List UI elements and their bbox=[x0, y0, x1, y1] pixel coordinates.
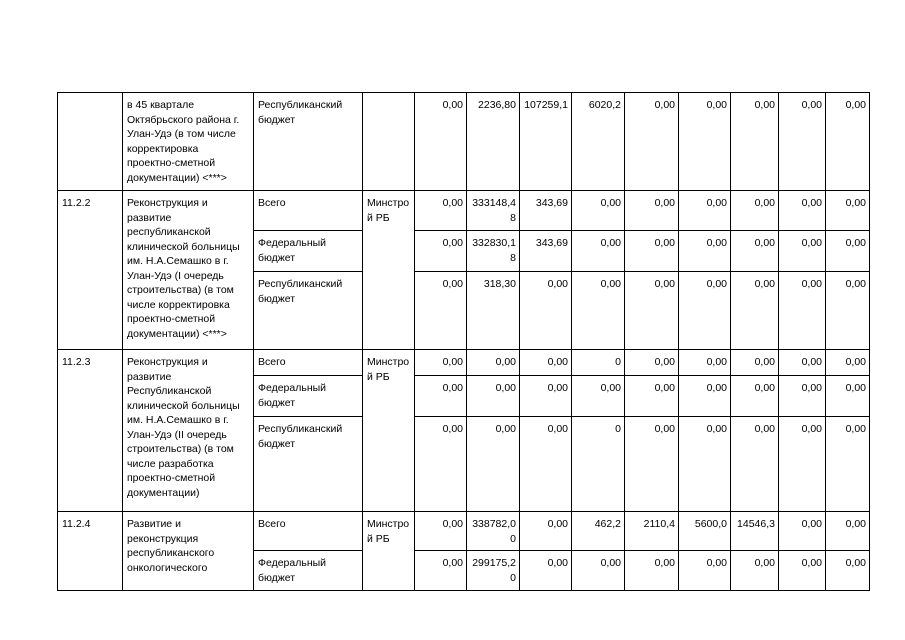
code-cell bbox=[58, 93, 123, 191]
table-row bbox=[58, 350, 870, 376]
value-cell: 0,00 bbox=[520, 350, 572, 376]
value-cell: 0,00 bbox=[625, 417, 679, 512]
value-cell: 0,00 bbox=[731, 231, 779, 272]
source-cell: Федеральный бюджет bbox=[254, 551, 363, 591]
value-cell: 0,00 bbox=[731, 417, 779, 512]
value-cell: 0,00 bbox=[779, 551, 826, 591]
value-cell: 2110,4 bbox=[625, 512, 679, 551]
value-cell: 0,00 bbox=[679, 93, 731, 191]
executor-cell: Минстрой РБ bbox=[363, 350, 415, 512]
value-cell: 0,00 bbox=[572, 231, 625, 272]
value-cell: 0,00 bbox=[467, 376, 520, 417]
value-cell: 299175,20 bbox=[467, 551, 520, 591]
table-row bbox=[58, 93, 870, 191]
value-cell: 0,00 bbox=[415, 417, 467, 512]
value-cell: 332830,18 bbox=[467, 231, 520, 272]
name-cell: Реконструкция и развитие республиканской клинической больницы им. Н.А.Семашко в г. Улан-Удэ (I очередь строительства) (в том числе корректировка проектно-сметной документации) <***> bbox=[123, 191, 254, 350]
value-cell: 343,69 bbox=[520, 231, 572, 272]
table-row bbox=[58, 191, 870, 231]
code-cell: 11.2.4 bbox=[58, 512, 123, 591]
value-cell: 0,00 bbox=[467, 417, 520, 512]
value-cell: 0,00 bbox=[679, 376, 731, 417]
executor-cell bbox=[363, 93, 415, 191]
value-cell: 0 bbox=[572, 350, 625, 376]
value-cell: 318,30 bbox=[467, 272, 520, 350]
source-cell: Федеральный бюджет bbox=[254, 231, 363, 272]
value-cell: 0,00 bbox=[826, 231, 870, 272]
value-cell: 0,00 bbox=[731, 551, 779, 591]
value-cell: 0,00 bbox=[415, 231, 467, 272]
table-body bbox=[58, 93, 870, 591]
name-cell: в 45 квартале Октябрьского района г. Улан-Удэ (в том числе корректировка проектно-сметной документации) <***> bbox=[123, 93, 254, 191]
value-cell: 0,00 bbox=[415, 191, 467, 231]
value-cell: 0,00 bbox=[779, 417, 826, 512]
code-cell: 11.2.2 bbox=[58, 191, 123, 350]
value-cell: 0,00 bbox=[415, 350, 467, 376]
value-cell: 0,00 bbox=[779, 93, 826, 191]
value-cell: 0,00 bbox=[572, 376, 625, 417]
source-cell: Республиканский бюджет bbox=[254, 272, 363, 350]
value-cell: 0,00 bbox=[520, 551, 572, 591]
source-cell: Федеральный бюджет bbox=[254, 376, 363, 417]
value-cell: 107259,1 bbox=[520, 93, 572, 191]
value-cell: 0,00 bbox=[415, 272, 467, 350]
executor-cell: Минстрой РБ bbox=[363, 512, 415, 591]
code-cell: 11.2.3 bbox=[58, 350, 123, 512]
value-cell: 0,00 bbox=[625, 231, 679, 272]
value-cell: 0,00 bbox=[679, 350, 731, 376]
value-cell: 14546,3 bbox=[731, 512, 779, 551]
source-cell: Всего bbox=[254, 350, 363, 376]
value-cell: 0,00 bbox=[779, 350, 826, 376]
value-cell: 0,00 bbox=[415, 93, 467, 191]
value-cell: 0,00 bbox=[520, 417, 572, 512]
value-cell: 462,2 bbox=[572, 512, 625, 551]
value-cell: 0,00 bbox=[826, 350, 870, 376]
table-row bbox=[58, 512, 870, 551]
value-cell: 0,00 bbox=[779, 376, 826, 417]
value-cell: 0,00 bbox=[415, 512, 467, 551]
value-cell: 0,00 bbox=[625, 272, 679, 350]
value-cell: 343,69 bbox=[520, 191, 572, 231]
value-cell: 0,00 bbox=[572, 272, 625, 350]
value-cell: 0 bbox=[572, 417, 625, 512]
value-cell: 0,00 bbox=[779, 512, 826, 551]
value-cell: 0,00 bbox=[826, 417, 870, 512]
value-cell: 0,00 bbox=[572, 551, 625, 591]
value-cell: 0,00 bbox=[520, 272, 572, 350]
value-cell: 0,00 bbox=[520, 376, 572, 417]
value-cell: 0,00 bbox=[572, 191, 625, 231]
source-cell: Всего bbox=[254, 512, 363, 551]
name-cell: Реконструкция и развитие Республиканской клинической больницы им. Н.А.Семашко в г. Улан-Удэ (II очередь строительства) (в том числе разработка проектно-сметной документации) bbox=[123, 350, 254, 512]
value-cell: 0,00 bbox=[826, 512, 870, 551]
value-cell: 0,00 bbox=[679, 417, 731, 512]
value-cell: 338782,00 bbox=[467, 512, 520, 551]
value-cell: 0,00 bbox=[625, 376, 679, 417]
source-cell: Республиканский бюджет bbox=[254, 417, 363, 512]
value-cell: 0,00 bbox=[625, 93, 679, 191]
name-cell: Развитие и реконструкция республиканского онкологического bbox=[123, 512, 254, 591]
source-cell: Всего bbox=[254, 191, 363, 231]
value-cell: 0,00 bbox=[826, 272, 870, 350]
value-cell: 0,00 bbox=[731, 376, 779, 417]
value-cell: 0,00 bbox=[520, 512, 572, 551]
value-cell: 0,00 bbox=[779, 191, 826, 231]
value-cell: 0,00 bbox=[625, 191, 679, 231]
value-cell: 0,00 bbox=[731, 350, 779, 376]
value-cell: 0,00 bbox=[826, 191, 870, 231]
value-cell: 5600,0 bbox=[679, 512, 731, 551]
value-cell: 0,00 bbox=[731, 93, 779, 191]
value-cell: 0,00 bbox=[467, 350, 520, 376]
value-cell: 0,00 bbox=[679, 551, 731, 591]
source-cell: Республиканский бюджет bbox=[254, 93, 363, 191]
value-cell: 0,00 bbox=[731, 191, 779, 231]
value-cell: 0,00 bbox=[415, 551, 467, 591]
value-cell: 0,00 bbox=[779, 231, 826, 272]
value-cell: 0,00 bbox=[679, 191, 731, 231]
budget-table bbox=[57, 92, 870, 591]
value-cell: 333148,48 bbox=[467, 191, 520, 231]
executor-cell: Минстрой РБ bbox=[363, 191, 415, 350]
value-cell: 6020,2 bbox=[572, 93, 625, 191]
value-cell: 0,00 bbox=[625, 551, 679, 591]
value-cell: 0,00 bbox=[679, 231, 731, 272]
value-cell: 0,00 bbox=[415, 376, 467, 417]
value-cell: 0,00 bbox=[625, 350, 679, 376]
value-cell: 0,00 bbox=[826, 551, 870, 591]
value-cell: 0,00 bbox=[826, 376, 870, 417]
value-cell: 2236,80 bbox=[467, 93, 520, 191]
value-cell: 0,00 bbox=[731, 272, 779, 350]
value-cell: 0,00 bbox=[679, 272, 731, 350]
value-cell: 0,00 bbox=[826, 93, 870, 191]
value-cell: 0,00 bbox=[779, 272, 826, 350]
